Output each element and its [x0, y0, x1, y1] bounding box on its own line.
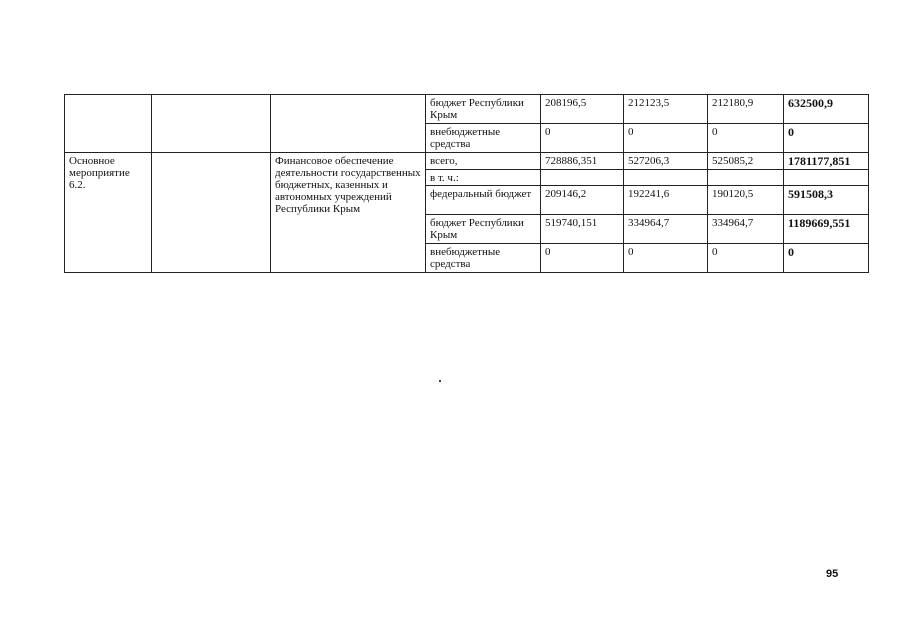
value-cell: 0 — [541, 124, 624, 153]
value-cell: 212123,5 — [624, 95, 708, 124]
budget-table — [64, 94, 869, 273]
value-cell: 0 — [708, 124, 784, 153]
total-cell: 591508,3 — [784, 186, 869, 215]
executor-cell — [152, 153, 271, 273]
value-cell: 525085,2 — [708, 153, 784, 170]
value-cell: 209146,2 — [541, 186, 624, 215]
total-cell: 632500,9 — [784, 95, 869, 124]
funding-source-cell: федеральный бюджет — [426, 186, 541, 215]
event-cell: Основное мероприятие 6.2. — [65, 153, 152, 273]
event-cell — [65, 95, 152, 153]
total-cell: 1189669,551 — [784, 215, 869, 244]
scan-speck — [439, 380, 441, 382]
value-cell — [708, 170, 784, 186]
table-row — [65, 95, 869, 124]
description-cell: Финансовое обеспечение деятельности государственных бюджетных, казенных и автономных учреждений Республики Крым — [271, 153, 426, 273]
value-cell: 192241,6 — [624, 186, 708, 215]
value-cell: 527206,3 — [624, 153, 708, 170]
description-cell — [271, 95, 426, 153]
value-cell: 0 — [624, 244, 708, 273]
total-cell — [784, 170, 869, 186]
executor-cell — [152, 95, 271, 153]
value-cell: 728886,351 — [541, 153, 624, 170]
total-cell: 1781177,851 — [784, 153, 869, 170]
funding-source-cell: в т. ч.: — [426, 170, 541, 186]
funding-source-cell: бюджет Республики Крым — [426, 215, 541, 244]
value-cell: 0 — [541, 244, 624, 273]
funding-source-cell: внебюджетные средства — [426, 124, 541, 153]
funding-source-cell: бюджет Республики Крым — [426, 95, 541, 124]
funding-source-cell: всего, — [426, 153, 541, 170]
table-row — [65, 153, 869, 170]
value-cell: 190120,5 — [708, 186, 784, 215]
value-cell: 0 — [708, 244, 784, 273]
value-cell: 334964,7 — [624, 215, 708, 244]
total-cell: 0 — [784, 124, 869, 153]
value-cell — [624, 170, 708, 186]
value-cell: 519740,151 — [541, 215, 624, 244]
value-cell — [541, 170, 624, 186]
total-cell: 0 — [784, 244, 869, 273]
page-number: 95 — [826, 568, 839, 580]
value-cell: 0 — [624, 124, 708, 153]
value-cell: 208196,5 — [541, 95, 624, 124]
value-cell: 212180,9 — [708, 95, 784, 124]
funding-source-cell: внебюджетные средства — [426, 244, 541, 273]
value-cell: 334964,7 — [708, 215, 784, 244]
